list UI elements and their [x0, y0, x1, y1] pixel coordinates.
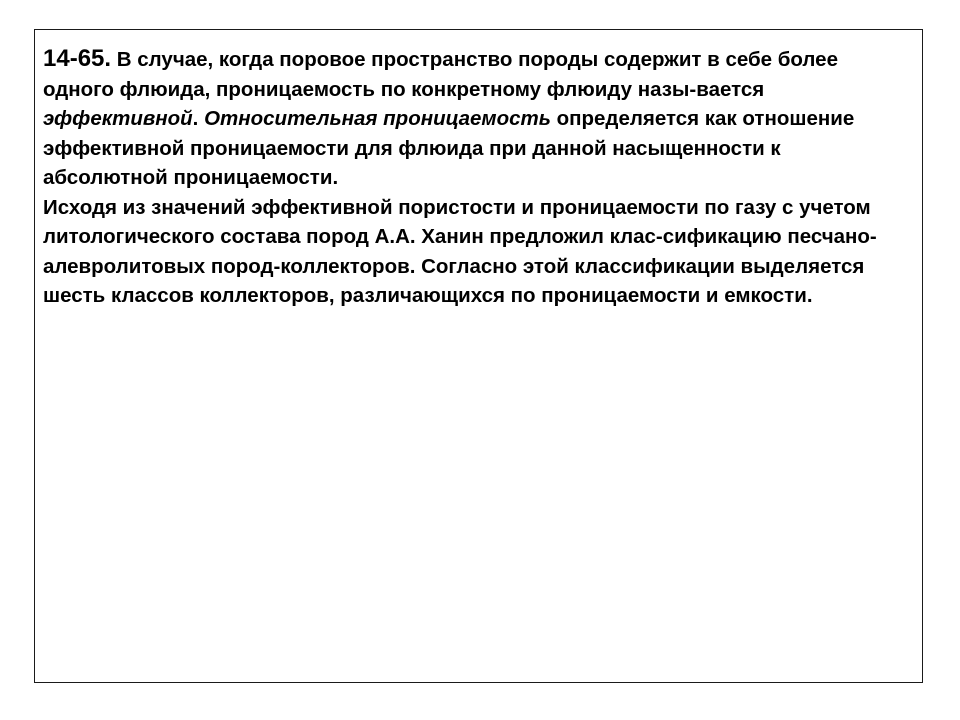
paragraph-definition: [43, 44, 911, 193]
term-separator: .: [192, 107, 205, 130]
slide-body: [43, 44, 911, 311]
term-relative-permeability: Относительная проницаемость: [204, 107, 551, 130]
slide-frame: [34, 29, 923, 683]
term-effective: эффективной: [43, 107, 193, 130]
paragraph-classification: Исходя из значений эффективной пористости и проницаемости по газу с учетом литологического состава пород А.А. Ханин предложил клас-сификацию песчано-алевролитовых пород-коллекторов. Согласно этой классификации выделяется шесть классов коллекторов, различающихся по проницаемости и емкости.: [43, 195, 877, 307]
paragraph-intro: В случае, когда поровое пространство породы содержит в себе более одного флюида, проницаемость по конкретному флюиду назы-вается: [43, 48, 838, 101]
definition-text: определяется как отношение эффективной проницаемости для флюида при данной насыщенности к абсолютной проницаемости.: [43, 107, 855, 189]
slide-number: 14-65.: [43, 45, 112, 72]
